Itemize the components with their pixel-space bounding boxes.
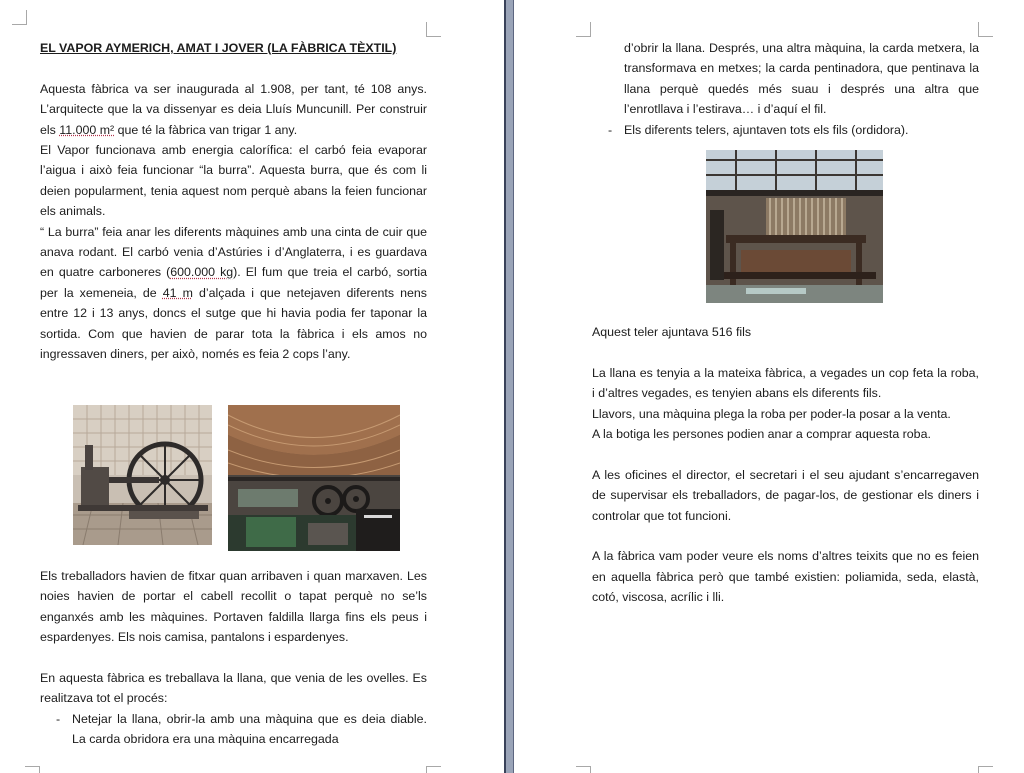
bullet-dash: - <box>608 122 613 137</box>
right-page-upper-text <box>592 38 979 140</box>
paragraph-steam-energy: El Vapor funcionava amb energia calorífica: el carbó feia evaporar l’aigua i això feia funcionar “la burra”. Aquesta burra, que és com li deien popularment, tenia aquest nom perquè abans la feien funcionar els animals. <box>40 143 427 219</box>
document-page-left <box>0 0 503 773</box>
crop-mark-bottom-left <box>25 766 40 773</box>
loom-caption: Aquest teler ajuntava 516 fils <box>592 325 752 339</box>
crop-mark-bottom-right <box>978 766 993 773</box>
weight-value: 600.000 kg <box>170 265 234 280</box>
crop-mark-bottom-left <box>576 766 591 773</box>
bullet-cleaning-wool: - Netejar la llana, obrir-la amb una màquina que es deia diable. La carda obridora era una màquina encarregada <box>40 709 427 750</box>
left-page-lower-text <box>40 566 427 750</box>
bullet-dash: - <box>56 711 61 726</box>
crop-mark-top-right <box>978 22 993 37</box>
crop-mark-top-right <box>426 22 441 37</box>
machine-hall-photo <box>228 405 400 551</box>
crop-mark-top-left <box>576 22 591 37</box>
paragraph-la-burra: “ La burra” feia anar les diferents màquines amb una cinta de cuir que anava rodant. El carbó venia d’Astúries i d’Anglaterra, i es guardava en quatre carboneres (600.000 kg). El fum que treia el carbó, sortia per la xemeneia, de 41 m d’alçada i que netejaven diferents nens entre 12 i 13 anys, doncs el sutge que hi havia podia fer taponar la sortida. Com que havien de parar tota la fàbrica i els amos no ingressaven diners, per això, només es feia 2 cops l’any. <box>40 224 427 362</box>
height-value: 41 m <box>162 285 193 300</box>
right-page-lower-text <box>592 322 979 608</box>
bullet-looms: - Els diferents telers, ajuntaven tots els fils (ordidora). <box>592 120 979 140</box>
left-page-text-block <box>40 38 427 364</box>
paragraph-wool-process: En aquesta fàbrica es treballava la llana, que venia de les ovelles. Es realitzava tot el procés: <box>40 671 427 706</box>
page-divider <box>503 0 514 773</box>
paragraph-folding: Llavors, una màquina plega la roba per poder-la posar a la venta. <box>592 406 951 421</box>
document-title: EL VAPOR AYMERICH, AMAT I JOVER (LA FÀBRICA TÈXTIL) <box>40 41 397 55</box>
area-value: 11.000 m² <box>59 122 115 137</box>
paragraph-offices: A les oficines el director, el secretari i el seu ajudant s’encarregaven de supervisar els treballadors, de pagar-los, de gestionar els diners i controlar que tot funcioni. <box>592 467 979 523</box>
paragraph-fabrics: A la fàbrica vam poder veure els noms d’altres teixits que no es feien en aquella fàbrica però que també existien: poliamida, seda, elastà, cotó, viscosa, acrílic i lli. <box>592 549 979 605</box>
paragraph-dyeing: La llana es tenyia a la mateixa fàbrica, a vegades un cop feta la roba, i d’altres vegades, es tenyien abans els diferents fils. <box>592 365 979 401</box>
steam-engine-photo <box>73 405 212 545</box>
paragraph-workers: Els treballadors havien de fitxar quan arribaven i quan marxaven. Les noies havien de portar el cabell recollit o tapat perquè no se’ls enganxés amb les màquines. Portaven faldilla llarga fins els peus i espardenyes. Els nois camisa, pantalons i espardenyes. <box>40 569 427 645</box>
document-page-right <box>514 0 1024 773</box>
paragraph-shop: A la botiga les persones podien anar a comprar aquesta roba. <box>592 427 931 442</box>
crop-mark-bottom-right <box>426 766 441 773</box>
paragraph-inauguration: Aquesta fàbrica va ser inaugurada al 1.908, per tant, té 108 anys. L’arquitecte que la va dissenyar es deia Lluís Muncunill. Per construir els 11.000 m² que té la fàbrica van trigar 1 any. <box>40 81 427 137</box>
loom-photo <box>706 150 883 303</box>
crop-mark-top-left <box>12 10 27 25</box>
bullet-carding-continued: d’obrir la llana. Després, una altra màquina, la carda metxera, la transformava en metxes; la carda pentinadora, que pentinava la llana perquè quedés més suau i després una altra que l’enrotllava i l’estirava… i d’aquí el fil. <box>624 41 979 117</box>
